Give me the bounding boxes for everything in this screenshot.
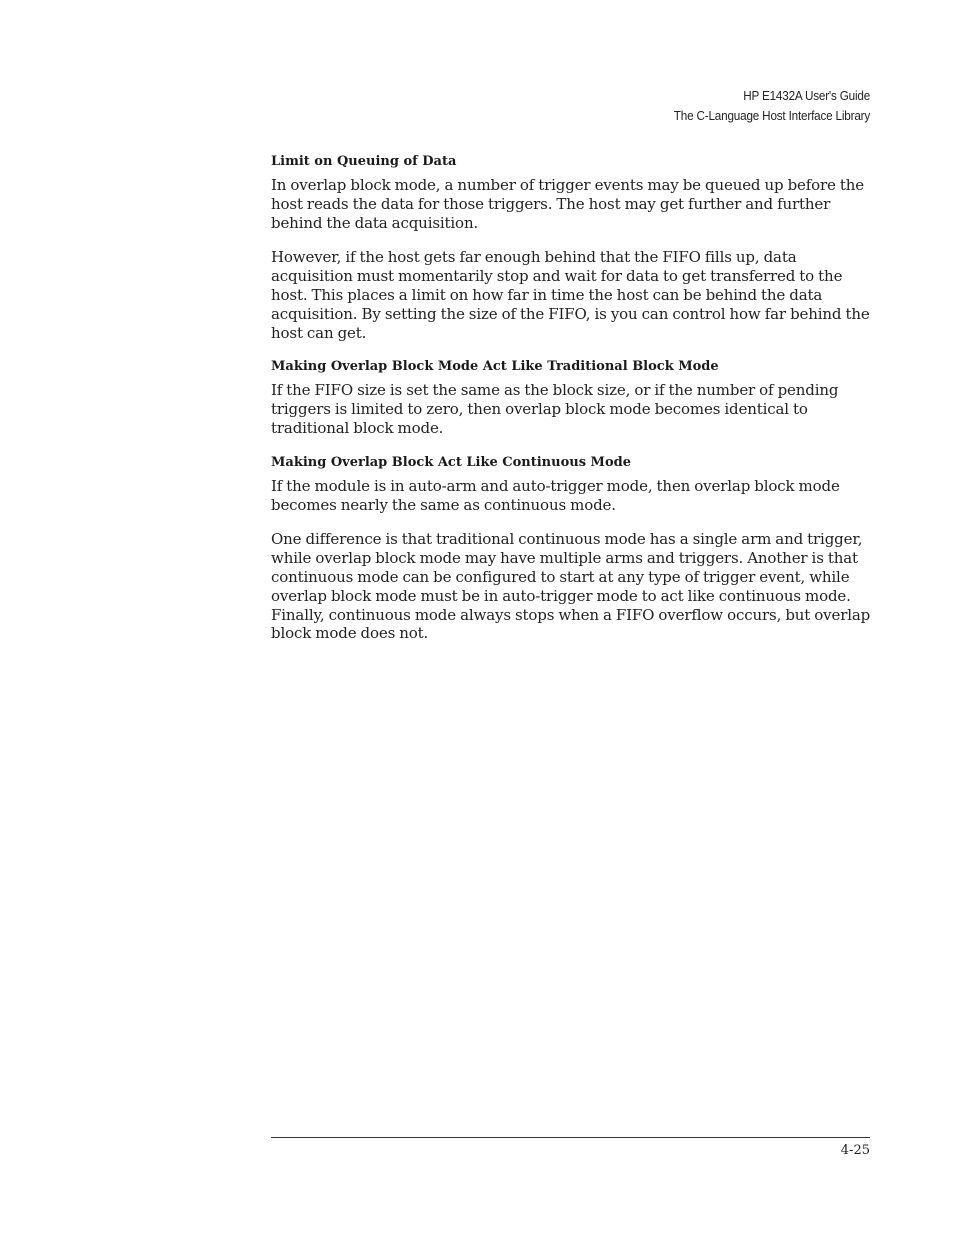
running-header: [674, 86, 870, 126]
section-continuous-mode: [271, 454, 871, 643]
body-paragraph: If the FIFO size is set the same as the block size, or if the number of pending triggers is limited to zero, then overlap block mode becomes identical to traditional block mode.: [271, 381, 839, 437]
header-document-title: HP E1432A User's Guide: [743, 88, 870, 103]
section-heading: Making Overlap Block Mode Act Like Traditional Block Mode: [271, 359, 719, 375]
section-limit-on-queuing: [271, 153, 871, 342]
section-traditional-block-mode: [271, 358, 871, 437]
body-paragraph: If the module is in auto-arm and auto-trigger mode, then overlap block mode becomes nearly the same as continuous mode.: [271, 476, 840, 514]
page-body: [271, 153, 871, 659]
section-heading: Limit on Queuing of Data: [271, 154, 457, 169]
body-paragraph: One difference is that traditional continuous mode has a single arm and trigger, while overlap block mode may have multiple arms and triggers. Another is that continuous mode can be configured to start at any type of trigger event, while overlap block mode must be in auto-trigger mode to act like continuous mode. Finally, continuous mode always stops when a FIFO overflow occurs, but overlap block mode does not.: [271, 530, 871, 643]
section-heading: Making Overlap Block Act Like Continuous Mode: [271, 454, 631, 470]
footer-rule: [271, 1137, 870, 1138]
header-chapter-title: The C-Language Host Interface Library: [673, 108, 870, 123]
body-paragraph: In overlap block mode, a number of trigger events may be queued up before the host reads the data for those triggers. The host may get further and further behind the data acquisition.: [271, 176, 865, 232]
body-paragraph: However, if the host gets far enough behind that the FIFO fills up, data acquisition must momentarily stop and wait for data to get transferred to the host. This places a limit on how far in time the host can be behind the data acquisition. By setting the size of the FIFO, is you can control how far behind the host can get.: [271, 248, 870, 342]
page-number: 4-25: [840, 1143, 870, 1158]
